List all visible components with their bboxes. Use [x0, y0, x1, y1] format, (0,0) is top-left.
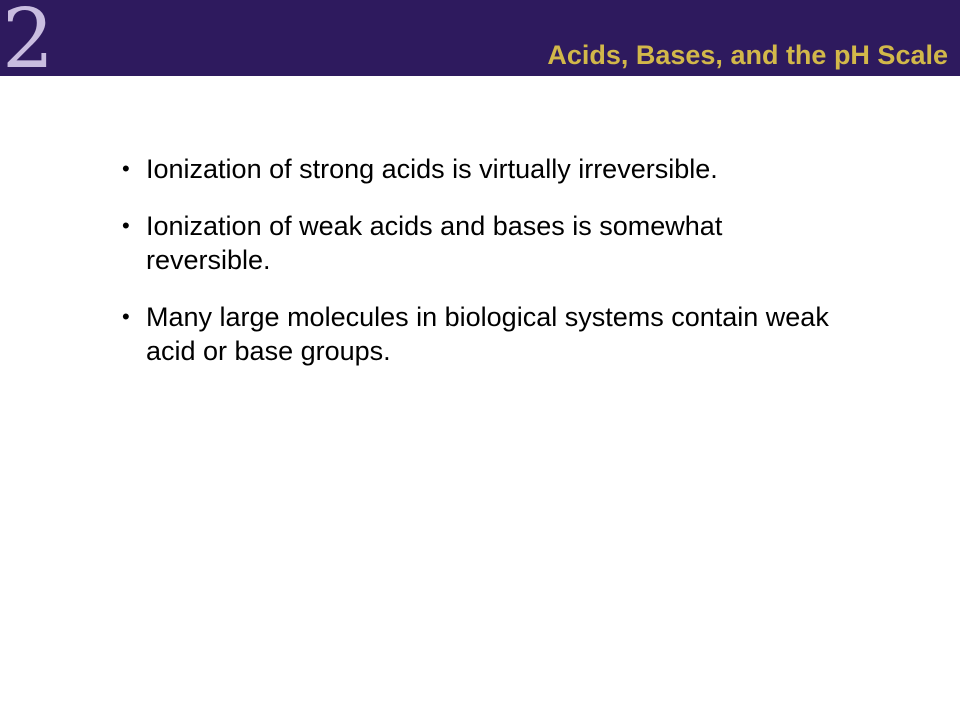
chapter-number: 2 [2, 0, 55, 87]
bullet-marker: • [122, 156, 130, 181]
bullet-marker: • [122, 304, 130, 329]
bullet-text: Many large molecules in biological systems contain weak acid or base groups. [146, 302, 829, 366]
header-band [0, 0, 960, 87]
bullet-list [122, 152, 842, 391]
bullet-item [122, 152, 842, 186]
bullet-text: Ionization of strong acids is virtually irreversible. [146, 154, 718, 184]
bullet-item [122, 300, 842, 368]
bullet-item [122, 209, 842, 277]
bullet-text: Ionization of weak acids and bases is somewhat reversible. [146, 211, 723, 275]
slide-title: Acids, Bases, and the pH Scale [547, 40, 948, 70]
bullet-marker: • [122, 213, 130, 238]
